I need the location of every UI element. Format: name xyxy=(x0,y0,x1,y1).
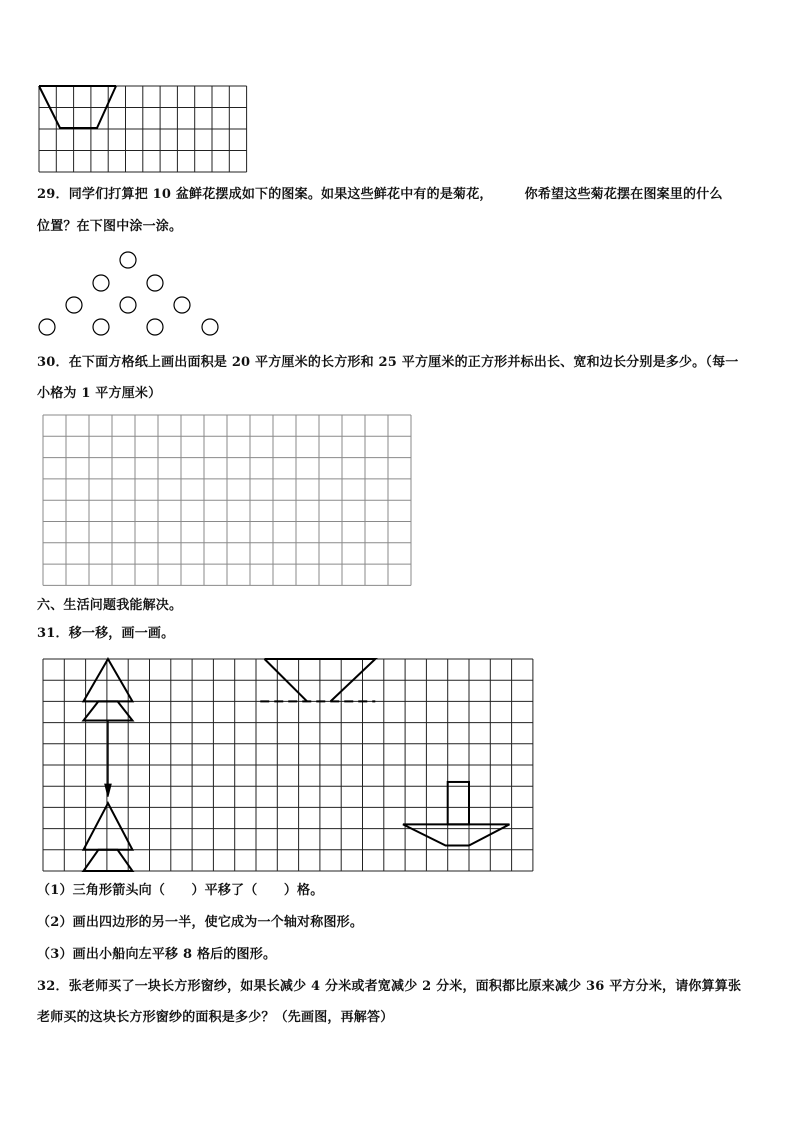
boat-hull xyxy=(403,824,510,845)
q32-line1: 32．张老师买了一块长方形窗纱，如果长减少 4 分米或者宽减少 2 分米，面积都比原来减少 36 平方分米，请你算算张 xyxy=(37,979,742,994)
q29-line1-part1: 29．同学们打算把 10 盆鲜花摆成如下的图案。如果这些鲜花中有的是菊花， xyxy=(37,187,493,202)
translation-arrow-head xyxy=(105,784,111,797)
bottom-triangle-upper xyxy=(83,803,132,850)
boat-mast xyxy=(448,782,469,824)
q29-line1-part2: 你希望这些菊花摆在图案里的什么 xyxy=(524,187,723,202)
section-six-heading: 六、生活问题我能解决。 xyxy=(37,598,183,613)
bottom-triangle-lower xyxy=(83,850,132,871)
q29-line2: 位置？在下图中涂一涂。 xyxy=(37,219,183,234)
q31-title: 31．移一移，画一画。 xyxy=(37,626,175,641)
q32-line2: 老师买的这块长方形窗纱的面积是多少？（先画图，再解答） xyxy=(37,1010,394,1025)
q31-sub1: （1）三角形箭头向（ ）平移了（ ）格。 xyxy=(37,883,324,898)
q31-sub3: （3）画出小船向左平移 8 格后的图形。 xyxy=(37,947,277,962)
q30-line2: 小格为 1 平方厘米） xyxy=(37,386,162,401)
top-triangle-lower xyxy=(83,701,132,720)
q30-line1: 30．在下面方格纸上画出面积是 20 平方厘米的长方形和 25 平方厘米的正方形并标出长、宽和边长分别是多少。（每一 xyxy=(37,355,739,370)
q31-sub2: （2）画出四边形的另一半，使它成为一个轴对称图形。 xyxy=(37,915,364,930)
